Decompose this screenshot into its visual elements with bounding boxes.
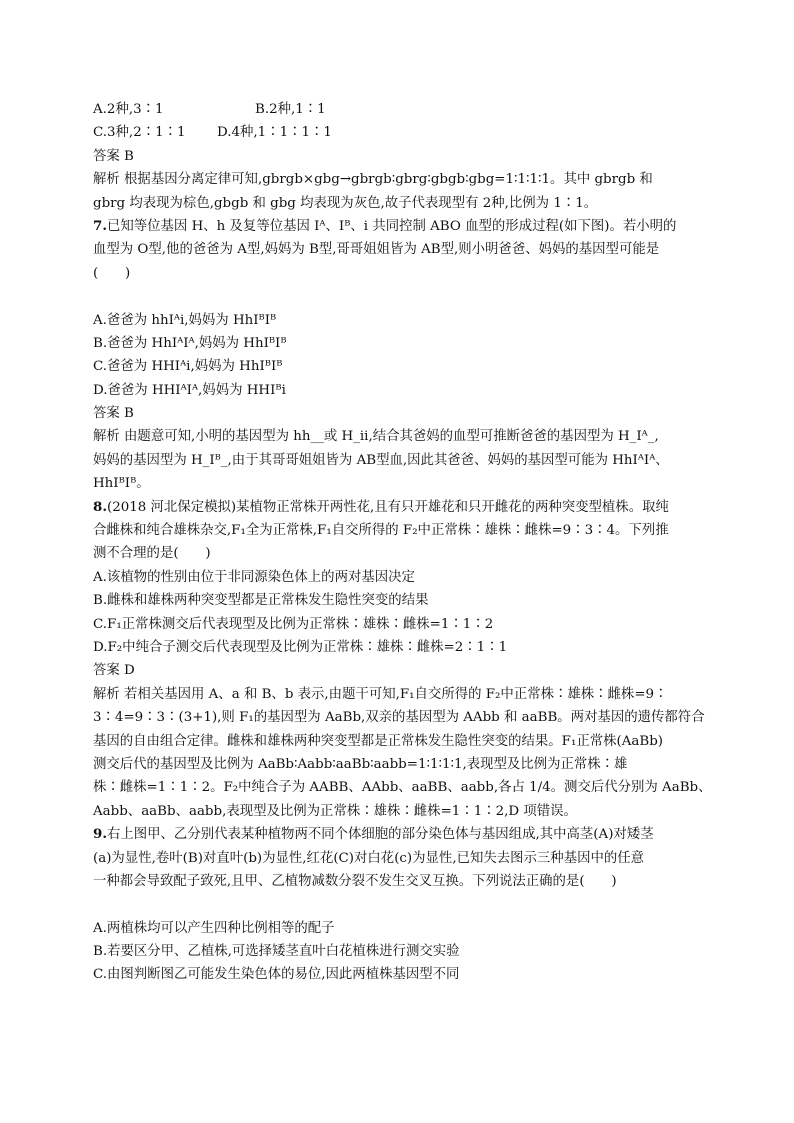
document-page <box>93 98 712 987</box>
q6-answer: 答案 B <box>93 148 134 164</box>
q6-option-d: D.4种,1∶1∶1∶1 <box>217 125 332 141</box>
q8-answer: 答案 D <box>93 663 135 679</box>
q6-analysis-line: 解析 根据基因分离定律可知,gbrgb×gbg→gbrgb∶gbrg∶gbgb∶gbg=1∶1∶1∶1。其中 gbrgb 和 <box>93 172 653 188</box>
q7-stem-line: 7.已知等位基因 H、h 及复等位基因 Iᴬ、Iᴮ、i 共同控制 ABO 血型的形成过程(如下图)。若小明的 <box>93 217 677 234</box>
q6-options-ab <box>93 98 705 121</box>
q8-stem-line: 8.(2018 河北保定模拟)某植物正常株开两性花,且有只开雄花和只开雌花的两种突变型植株。取纯 <box>93 498 669 515</box>
q8-analysis-line: 测交后代的基因型及比例为 AaBb∶Aabb∶aaBb∶aabb=1∶1∶1∶1,表现型及比例为正常株∶雄 <box>93 756 628 772</box>
q6-analysis-line: gbrg 均表现为棕色,gbgb 和 gbg 均表现为灰色,故子代表现型有 2种,比例为 1∶1。 <box>93 195 598 211</box>
q7-answer: 答案 B <box>93 406 134 422</box>
q9-stem-line: (a)为显性,卷叶(B)对直叶(b)为显性,红花(C)对白花(c)为显性,已知失去图示三种基因中的任意 <box>93 850 645 866</box>
q8-analysis-line: 基因的自由组合定律。雌株和雄株两种突变型都是正常株发生隐性突变的结果。F₁正常株(AaBb) <box>93 733 664 749</box>
q9-option-c: C.由图判断图乙可能发生染色体的易位,因此两植株基因型不同 <box>93 967 460 983</box>
q8-option-c: C.F₁正常株测交后代表现型及比例为正常株∶雄株∶雌株=1∶1∶2 <box>93 616 494 632</box>
q8-option-d: D.F₂中纯合子测交后代表现型及比例为正常株∶雄株∶雌株=2∶1∶1 <box>93 639 508 655</box>
q7-analysis-line: HhIᴮIᴮ。 <box>93 476 150 492</box>
q7-figure-space <box>93 285 705 308</box>
q7-option-b: B.爸爸为 HhIᴬIᴬ,妈妈为 HhIᴮIᴮ <box>93 335 287 351</box>
q8-stem-line: 测不合理的是( ) <box>93 546 211 562</box>
q8-analysis-line: Aabb、aaBb、aabb,表现型及比例为正常株∶雄株∶雌株=1∶1∶2,D 项错误。 <box>93 803 577 819</box>
q6-option-c: C.3种,2∶1∶1 <box>93 125 186 141</box>
q7-stem-line: 血型为 O型,他的爸爸为 A型,妈妈为 B型,哥哥姐姐皆为 AB型,则小明爸爸、妈妈的基因型可能是 <box>93 242 660 258</box>
q6-option-b: B.2种,1∶1 <box>255 102 326 117</box>
q9-stem-line: 9.右上图甲、乙分别代表某种植物两不同个体细胞的部分染色体与基因组成,其中高茎(A)对矮茎 <box>93 826 654 843</box>
q8-number: 8. <box>93 498 107 515</box>
q9-figure-space <box>93 893 705 916</box>
q7-number: 7. <box>93 217 107 234</box>
q8-analysis-line: 株∶雌株=1∶1∶2。F₂中纯合子为 AABB、AAbb、aaBB、aabb,各占 1/4。测交后代分别为 AaBb、 <box>93 780 712 796</box>
q7-stem-line: ( ) <box>93 265 131 281</box>
q8-stem-line: 合雌株和纯合雄株杂交,F₁全为正常株,F₁自交所得的 F₂中正常株∶雄株∶雌株=9∶3∶4。下列推 <box>93 523 669 539</box>
q7-option-c: C.爸爸为 HHIᴬi,妈妈为 HhIᴮIᴮ <box>93 359 283 375</box>
q6-option-a: A.2种,3∶1 <box>93 102 164 117</box>
q7-analysis-line: 解析 由题意可知,小明的基因型为 hh__或 H_ii,结合其爸妈的血型可推断爸爸的基因型为 H_Iᴬ_, <box>93 429 659 445</box>
q8-option-a: A.该植物的性别由位于非同源染色体上的两对基因决定 <box>93 569 415 585</box>
q7-analysis-line: 妈妈的基因型为 H_Iᴮ_,由于其哥哥姐姐皆为 AB型血,因此其爸爸、妈妈的基因型可能为 HhIᴬIᴬ、 <box>93 452 669 468</box>
q9-option-a: A.两植株均可以产生四种比例相等的配子 <box>93 920 335 936</box>
q6-options-cd <box>93 121 705 144</box>
q8-analysis-line: 3∶4=9∶3∶(3+1),则 F₁的基因型为 AaBb,双亲的基因型为 AAbb 和 aaBB。两对基因的遗传都符合 <box>93 710 705 726</box>
q7-option-a: A.爸爸为 hhIᴬi,妈妈为 HhIᴮIᴮ <box>93 312 277 328</box>
q8-analysis-line: 解析 若相关基因用 A、a 和 B、b 表示,由题干可知,F₁自交所得的 F₂中正常株∶雄株∶雌株=9∶ <box>93 686 668 702</box>
q9-option-b: B.若要区分甲、乙植株,可选择矮茎直叶白花植株进行测交实验 <box>93 944 460 960</box>
q7-option-d: D.爸爸为 HHIᴬIᴬ,妈妈为 HHIᴮi <box>93 382 286 398</box>
q9-stem-line: 一种都会导致配子致死,且甲、乙植物减数分裂不发生交叉互换。下列说法正确的是( ) <box>93 873 617 889</box>
q9-number: 9. <box>93 826 107 843</box>
q8-option-b: B.雌株和雄株两种突变型都是正常株发生隐性突变的结果 <box>93 593 429 609</box>
